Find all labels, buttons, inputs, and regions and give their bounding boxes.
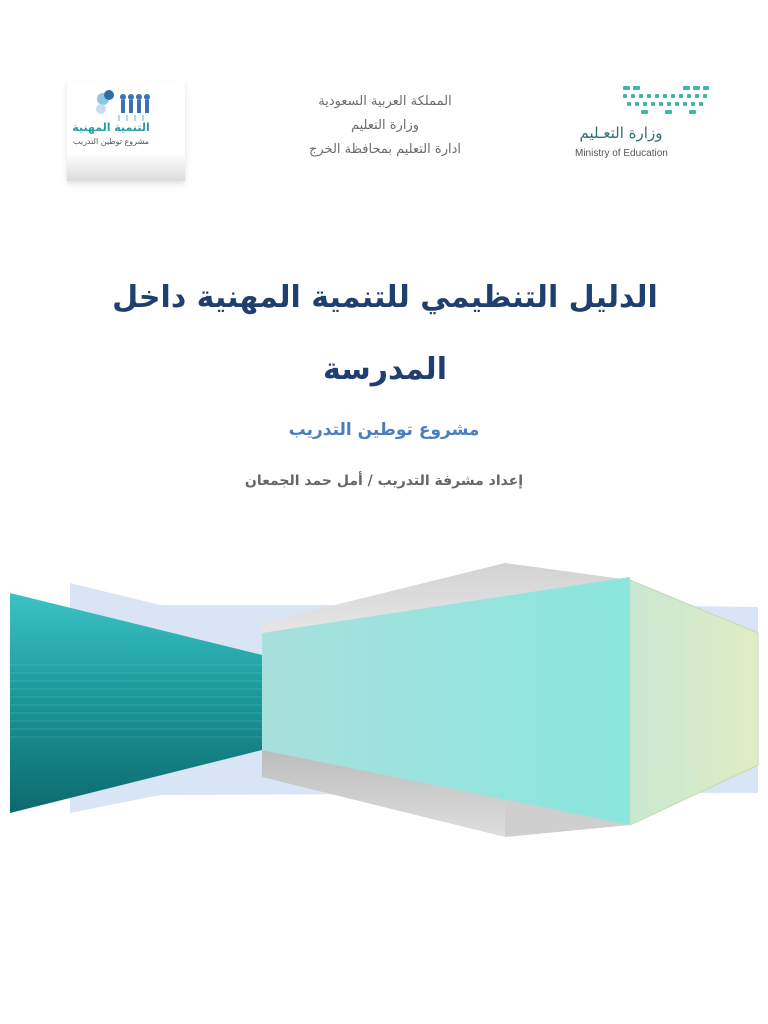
logo-subtitle: مشروع توطين التدريب [72,137,149,146]
ministry-name: وزارة التعليم [350,118,420,133]
project-logo [67,81,185,181]
organization-header [270,90,500,162]
title-line-2: المدرسة [323,352,447,387]
document-author: إعداد مشرفة التدريب / أمل حمد الجمعان [244,473,524,489]
people-icon [93,89,153,123]
document-title [60,262,710,406]
logo-title: التنمية المهنية [72,121,150,134]
department-name: ادارة التعليم بمحافظة الخرج [308,142,461,157]
country-name: المملكة العربية السعودية [318,94,452,109]
decorative-banner [0,555,768,845]
document-subtitle: مشروع توطين التدريب [288,420,480,440]
ministry-dots-icon [621,84,711,120]
title-line-1: الدليل التنظيمي للتنمية المهنية داخل [112,280,658,315]
ministry-logo [575,84,715,168]
ministry-english-name: Ministry of Education [575,148,668,159]
ministry-arabic-name: وزارة التعـليم [579,124,663,142]
